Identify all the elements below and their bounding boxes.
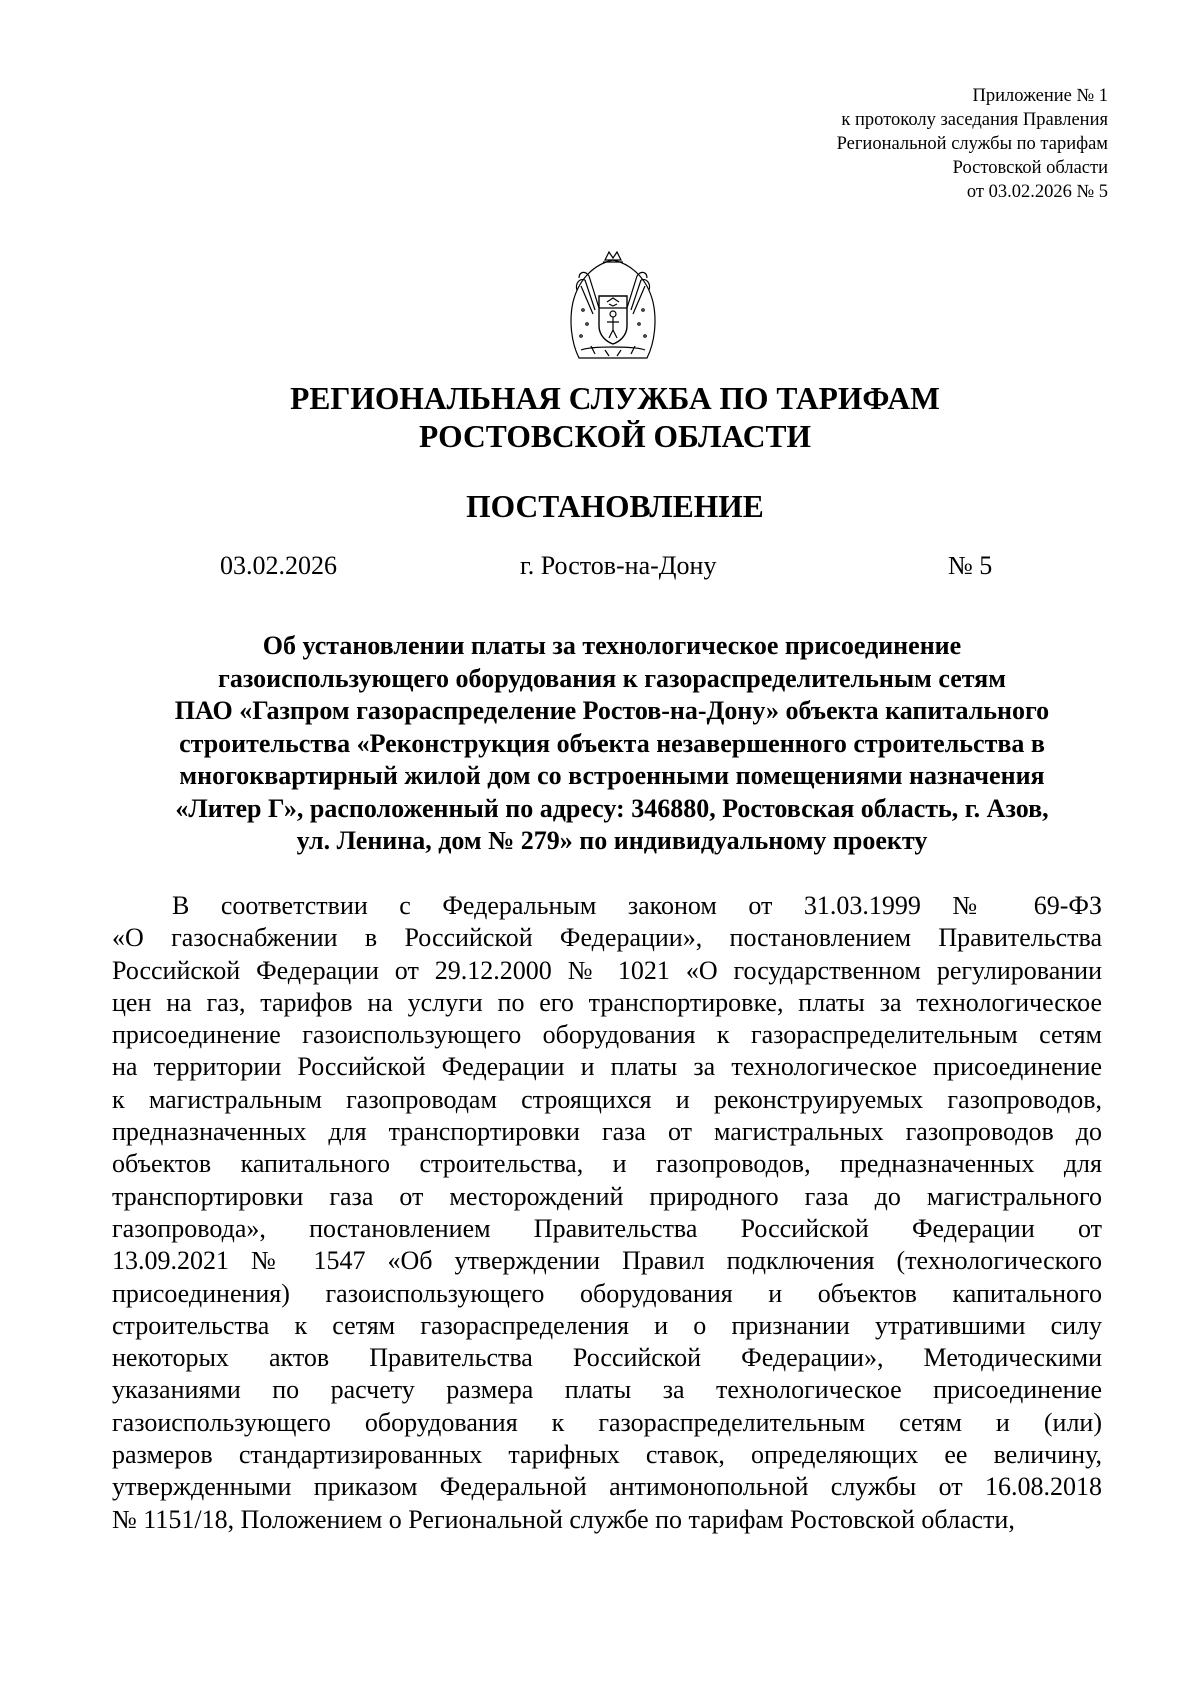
- body-line: присоединение газоиспользующего оборудования к газораспределительным сетям: [112, 1020, 1102, 1050]
- organization-title: [150, 380, 1080, 456]
- appendix-line: Ростовской области: [952, 158, 1108, 178]
- body-line: 13.09.2021 № 1547 «Об утверждении Правил подключения (технологического: [112, 1246, 1102, 1276]
- body-line: «О газоснабжении в Российской Федерации», постановлением Правительства: [112, 923, 1102, 953]
- document-date: 03.02.2026: [220, 551, 337, 580]
- body-line: указаниями по расчету размера платы за технологическое присоединение: [112, 1375, 1102, 1405]
- subject-line: ПАО «Газпром газораспределение Ростов-на-Дону» объекта капитального: [174, 696, 1050, 725]
- body-line: строительства к сетям газораспределения и о признании утратившими силу: [112, 1310, 1102, 1340]
- body-line: на территории Российской Федерации и платы за технологическое присоединение: [112, 1052, 1102, 1082]
- body-line: предназначенных для транспортировки газа от магистральных газопроводов до: [112, 1117, 1102, 1147]
- body-line: объектов капитального строительства, и газопроводов, предназначенных для: [112, 1149, 1102, 1179]
- document-meta: [0, 548, 1200, 584]
- document-type: ПОСТАНОВЛЕНИЕ: [466, 489, 764, 524]
- document-subject: [112, 630, 1112, 858]
- body-line: утвержденными приказом Федеральной антимонопольной службы от 16.08.2018: [112, 1472, 1102, 1502]
- subject-line: ул. Ленина, дом № 279» по индивидуальному проекту: [296, 826, 928, 855]
- subject-line: строительства «Реконструкция объекта незавершенного строительства в: [179, 728, 1045, 758]
- document-body: [112, 890, 1102, 1536]
- body-line: № 1151/18, Положением о Региональной службе по тарифам Ростовской области,: [112, 1504, 1015, 1534]
- body-line: цен на газ, тарифов на услуги по его транспортировке, платы за технологическое: [112, 987, 1102, 1017]
- coat-of-arms-icon: [565, 250, 661, 366]
- appendix-line: Региональной службы по тарифам: [836, 134, 1108, 154]
- appendix-line: Приложение № 1: [972, 86, 1108, 106]
- body-line: к магистральным газопроводам строящихся и реконструируемых газопроводов,: [112, 1084, 1102, 1114]
- body-line: Российской Федерации от 29.12.2000 № 1021 «О государственном регулировании: [112, 955, 1102, 985]
- subject-line: «Литер Г», расположенный по адресу: 346880, Ростовская область, г. Азов,: [175, 793, 1049, 823]
- document-city: г. Ростов-на-Дону: [520, 551, 717, 580]
- appendix-line: к протоколу заседания Правления: [841, 110, 1108, 130]
- organization-title-line: РОСТОВСКОЙ ОБЛАСТИ: [419, 419, 811, 454]
- body-line: газоиспользующего оборудования к газораспределительным сетям и (или): [112, 1407, 1102, 1437]
- appendix-line: от 03.02.2026 № 5: [966, 182, 1108, 202]
- body-line: В соответствии с Федеральным законом от 31.03.1999 № 69-ФЗ: [172, 891, 1102, 920]
- body-line: размеров стандартизированных тарифных ставок, определяющих ее величину,: [112, 1440, 1102, 1470]
- organization-title-line: РЕГИОНАЛЬНАЯ СЛУЖБА ПО ТАРИФАМ: [290, 381, 940, 416]
- body-line: присоединения) газоиспользующего оборудования и объектов капитального: [112, 1278, 1102, 1308]
- subject-line: многоквартирный жилой дом со встроенными помещениями назначения: [179, 761, 1045, 790]
- document-number: № 5: [948, 551, 993, 580]
- appendix-note: [588, 84, 1108, 204]
- body-line: газопровода», постановлением Правительства Российской Федерации от: [112, 1213, 1102, 1243]
- body-line: некоторых актов Правительства Российской Федерации», Методическими: [112, 1343, 1102, 1373]
- subject-line: газоиспользующего оборудования к газораспределительным сетям: [218, 663, 1006, 693]
- subject-line: Об установлении платы за технологическое присоединение: [262, 631, 962, 660]
- body-line: транспортировки газа от месторождений природного газа до магистрального: [112, 1181, 1102, 1211]
